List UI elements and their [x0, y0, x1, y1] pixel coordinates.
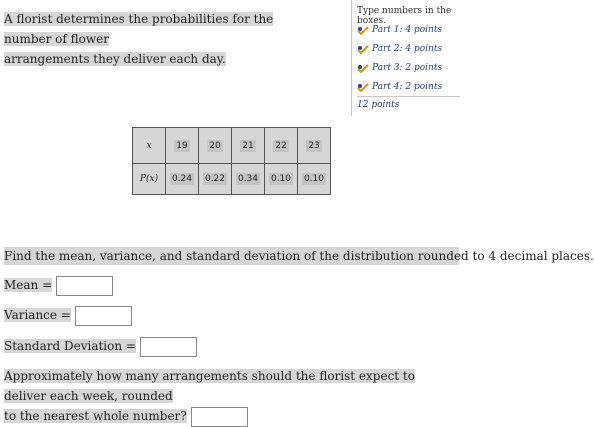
checkmark-icon	[357, 83, 369, 92]
probability-value: 0.10	[303, 174, 325, 184]
variance-label: Variance =	[4, 308, 71, 322]
problem-line-1: A florist determines the probabilities for the number of flower	[4, 12, 274, 46]
mean-row	[4, 275, 113, 296]
instructions: Find the mean, variance, and standard deviation of the distribution rounded to 4 decimal places.	[4, 249, 594, 263]
checkmark-icon	[357, 45, 369, 54]
probability-cell	[199, 164, 232, 195]
mean-label: Mean =	[4, 278, 53, 292]
x-value-cell	[166, 128, 199, 164]
x-value-cell	[199, 128, 232, 164]
divider	[357, 96, 460, 97]
sd-label: Standard Deviation =	[4, 339, 136, 353]
approx-line-1: Approximately how many arrangements should the florist expect to deliver each week, rounded	[4, 369, 415, 403]
part-3-score	[357, 63, 442, 73]
part-1-label: Part 1: 4 points	[372, 25, 443, 35]
probability-cell	[265, 164, 298, 195]
x-row	[133, 128, 331, 164]
approx-question	[4, 366, 456, 427]
probability-value: 0.10	[270, 174, 292, 184]
probability-distribution-table	[132, 127, 331, 195]
part-4-label: Part 4: 2 points	[372, 82, 443, 92]
probability-cell	[166, 164, 199, 195]
x-value: 23	[308, 140, 320, 151]
problem-statement	[4, 9, 304, 69]
part-3-label: Part 3: 2 points	[372, 63, 443, 73]
weekly-arrangements-input[interactable]	[191, 407, 248, 427]
sd-input[interactable]	[140, 337, 197, 357]
x-value-cell	[232, 128, 265, 164]
probability-cell	[232, 164, 265, 195]
x-value-cell	[298, 128, 331, 164]
scoring-panel	[351, 0, 460, 116]
x-value-cell	[265, 128, 298, 164]
x-value: 21	[242, 140, 254, 151]
mean-input[interactable]	[56, 276, 113, 296]
input-hint: Type numbers in the boxes.	[357, 6, 452, 26]
variance-input[interactable]	[75, 306, 132, 326]
checkmark-icon	[357, 64, 369, 73]
total-points: 12 points	[357, 100, 400, 110]
probability-row	[133, 164, 331, 195]
part-4-score	[357, 82, 442, 92]
problem-line-2: arrangements they deliver each day.	[4, 52, 226, 66]
probability-header: P(x)	[133, 164, 166, 195]
variance-row	[4, 305, 132, 326]
x-value: 22	[275, 140, 287, 151]
probability-value: 0.34	[237, 174, 259, 184]
part-2-score	[357, 44, 442, 54]
x-header: x	[133, 128, 166, 164]
x-value: 19	[176, 140, 188, 151]
checkmark-icon	[357, 26, 369, 35]
probability-value: 0.24	[171, 174, 193, 184]
part-1-score	[357, 25, 442, 35]
x-value: 20	[209, 140, 221, 151]
part-2-label: Part 2: 4 points	[372, 44, 443, 54]
sd-row	[4, 336, 197, 357]
probability-cell	[298, 164, 331, 195]
probability-value: 0.22	[204, 174, 226, 184]
approx-line-2: to the nearest whole number?	[4, 409, 187, 423]
